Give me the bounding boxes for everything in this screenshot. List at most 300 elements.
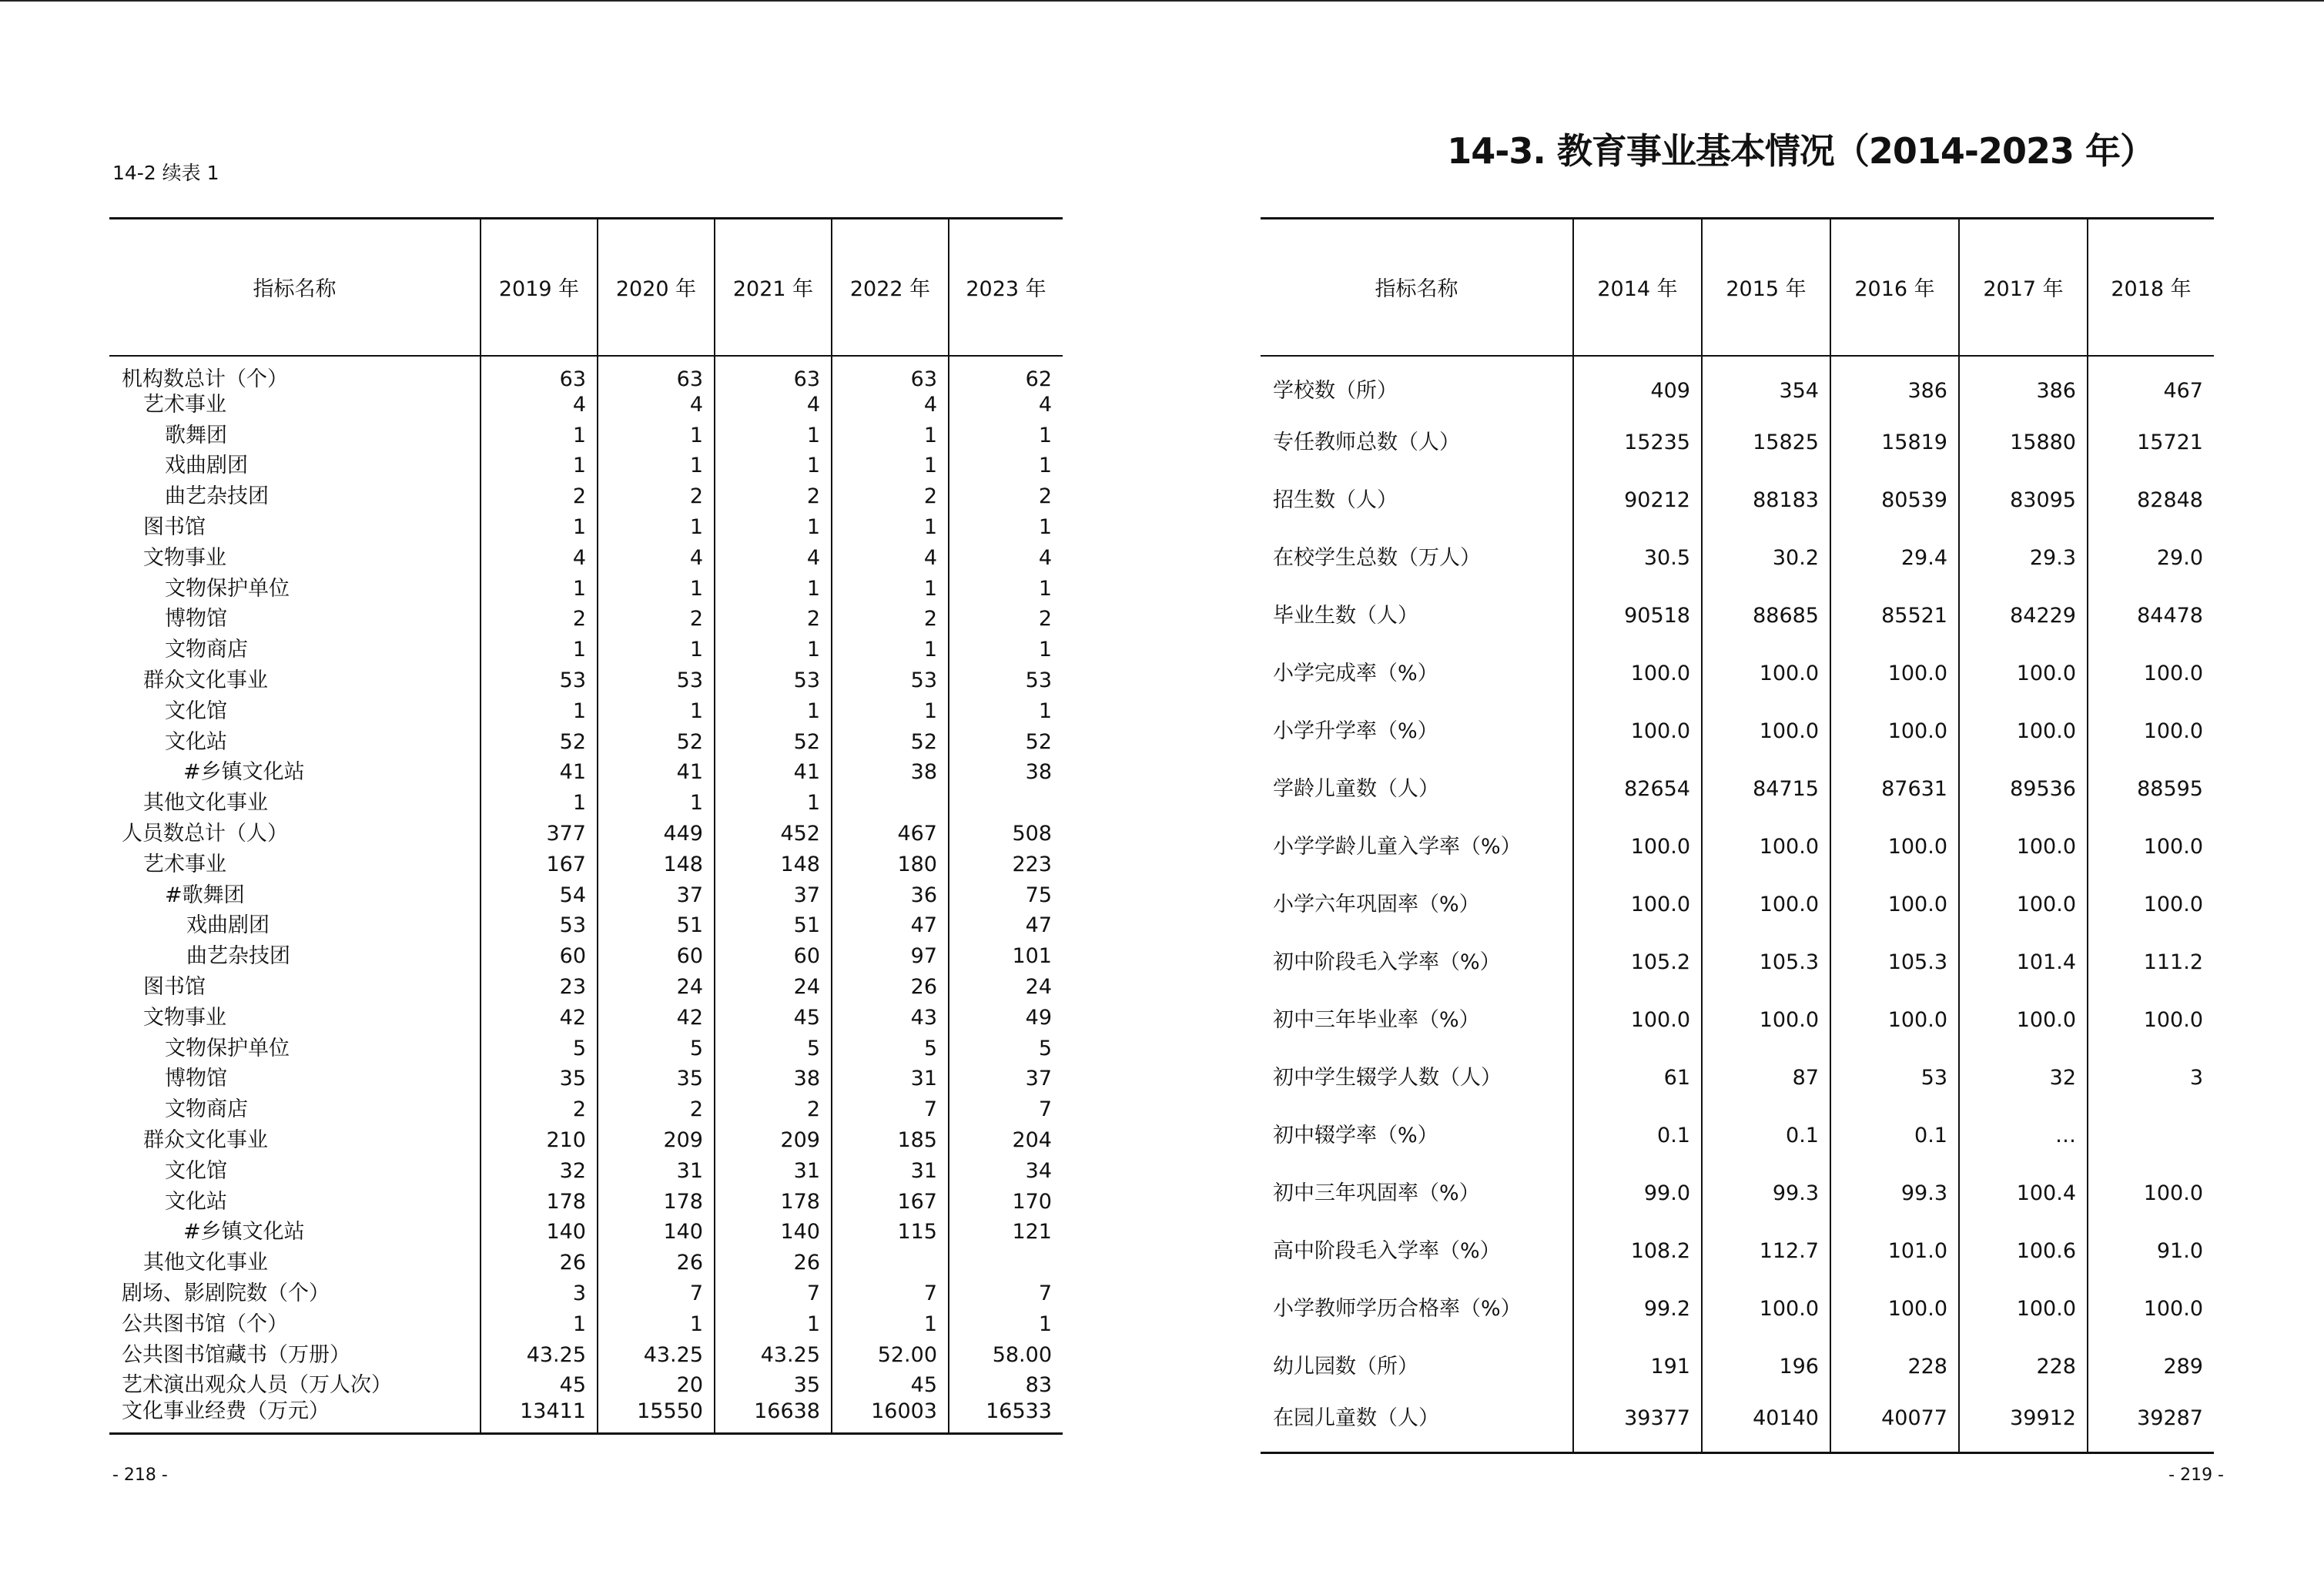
row-value-cell: 31 — [832, 1155, 949, 1186]
row-indicator-name: 博物馆 — [165, 1067, 227, 1091]
row-value-cell: 99.2 — [1573, 1280, 1702, 1338]
row-value-cell: 4 — [598, 542, 715, 573]
row-value-cell: 39377 — [1573, 1395, 1702, 1453]
row-value-cell: 100.0 — [1830, 818, 1959, 876]
table-row — [109, 1064, 1063, 1094]
table-row — [1261, 876, 2214, 933]
row-value-cell: 13411 — [481, 1401, 598, 1434]
right-page — [1162, 0, 2324, 1588]
table-row — [109, 1217, 1063, 1248]
row-value-cell: 63 — [598, 356, 715, 390]
row-value-cell: 100.0 — [2088, 991, 2214, 1049]
table-row — [1261, 356, 2214, 414]
row-value-cell: 209 — [715, 1125, 832, 1156]
row-value-cell: 31 — [598, 1155, 715, 1186]
row-value-cell: 209 — [598, 1125, 715, 1156]
row-indicator-name: 初中三年巩固率（%） — [1273, 1181, 1480, 1205]
page-number: - 218 - — [112, 1466, 168, 1485]
row-value-cell: 15825 — [1702, 414, 1830, 471]
row-value-cell: 85521 — [1830, 587, 1959, 645]
row-value-cell: 38 — [715, 1064, 832, 1094]
row-indicator-name: 艺术事业 — [143, 392, 226, 417]
row-value-cell: 100.0 — [1830, 991, 1959, 1049]
row-indicator-name: 小学学龄儿童入学率（%） — [1273, 834, 1522, 859]
row-value-cell: 53 — [481, 910, 598, 941]
row-value-cell: 0.1 — [1702, 1107, 1830, 1164]
row-value-cell: 1 — [715, 573, 832, 604]
row-value-cell: 1 — [481, 788, 598, 819]
row-value-cell: 121 — [949, 1217, 1063, 1248]
row-value-cell: 2 — [832, 604, 949, 635]
row-value-cell: 1 — [832, 573, 949, 604]
row-indicator-name: 图书馆 — [143, 515, 206, 540]
header-indicator-name: 指标名称 — [1261, 219, 1573, 356]
table-row — [109, 972, 1063, 1003]
row-indicator-name: 学龄儿童数（人） — [1273, 776, 1439, 801]
row-value-cell: 100.0 — [1959, 702, 2088, 760]
row-value-cell: 45 — [715, 1002, 832, 1033]
row-value-cell: 100.0 — [2088, 818, 2214, 876]
page-number: - 219 - — [2168, 1466, 2224, 1485]
row-indicator-name: 文化馆 — [165, 699, 227, 723]
row-value-cell: 45 — [481, 1370, 598, 1401]
table-body — [109, 356, 1063, 1434]
row-value-cell: 1 — [598, 451, 715, 481]
row-indicator-name: 机构数总计（个） — [122, 367, 288, 391]
row-indicator-name: 博物馆 — [165, 607, 227, 632]
row-value-cell: 16638 — [715, 1401, 832, 1434]
row-value-cell: 449 — [598, 819, 715, 849]
row-value-cell: 1 — [715, 788, 832, 819]
table-row — [1261, 1222, 2214, 1280]
row-value-cell: 84715 — [1702, 760, 1830, 818]
row-value-cell: 1 — [598, 635, 715, 665]
row-value-cell: 100.0 — [1702, 991, 1830, 1049]
table-row — [109, 726, 1063, 757]
header-year: 2020 年 — [598, 219, 715, 356]
row-value-cell: 1 — [598, 420, 715, 451]
row-value-cell: 29.0 — [2088, 529, 2214, 587]
row-value-cell: 53 — [481, 665, 598, 696]
row-indicator-name: 剧场、影剧院数（个） — [122, 1281, 330, 1305]
row-value-cell: 29.3 — [1959, 529, 2088, 587]
row-value-cell: 1 — [832, 1308, 949, 1339]
row-value-cell: 52 — [949, 726, 1063, 757]
row-value-cell: 100.0 — [1573, 818, 1702, 876]
row-value-cell: 100.0 — [1702, 702, 1830, 760]
row-value-cell: 4 — [832, 390, 949, 420]
row-value-cell: 88685 — [1702, 587, 1830, 645]
row-indicator-name: 戏曲剧团 — [165, 454, 248, 478]
header-year: 2019 年 — [481, 219, 598, 356]
row-value-cell: 100.0 — [2088, 702, 2214, 760]
row-value-cell: 2 — [598, 604, 715, 635]
row-value-cell: 97 — [832, 941, 949, 972]
row-value-cell: 4 — [949, 390, 1063, 420]
table-row — [109, 1155, 1063, 1186]
row-value-cell: 41 — [481, 757, 598, 788]
row-value-cell: 16003 — [832, 1401, 949, 1434]
table-row — [1261, 991, 2214, 1049]
row-value-cell: 1 — [481, 451, 598, 481]
row-indicator-name: 小学教师学历合格率（%） — [1273, 1296, 1522, 1321]
row-indicator-name: 群众文化事业 — [143, 668, 268, 693]
row-value-cell: 1 — [949, 695, 1063, 726]
row-value-cell: 2 — [715, 1094, 832, 1125]
table-row — [1261, 702, 2214, 760]
row-value-cell: 36 — [832, 879, 949, 910]
table-row — [109, 910, 1063, 941]
header-year: 2015 年 — [1702, 219, 1830, 356]
table-row — [109, 1248, 1063, 1278]
row-value-cell: 1 — [832, 635, 949, 665]
row-value-cell: 83095 — [1959, 471, 2088, 529]
row-value-cell: 37 — [598, 879, 715, 910]
row-value-cell: 99.3 — [1830, 1164, 1959, 1222]
row-value-cell: 40077 — [1830, 1395, 1959, 1453]
row-value-cell: 1 — [949, 1308, 1063, 1339]
table-row — [109, 356, 1063, 390]
table-row — [1261, 1395, 2214, 1453]
row-value-cell: 4 — [715, 390, 832, 420]
row-value-cell: 1 — [481, 512, 598, 543]
row-indicator-name: 群众文化事业 — [143, 1128, 268, 1153]
row-indicator-name: 人员数总计（人） — [122, 822, 288, 846]
row-value-cell: 228 — [1830, 1338, 1959, 1395]
row-value-cell: 26 — [598, 1248, 715, 1278]
row-value-cell: 52 — [832, 726, 949, 757]
row-value-cell: 100.0 — [1830, 1280, 1959, 1338]
row-value-cell: 41 — [715, 757, 832, 788]
row-value-cell: 88595 — [2088, 760, 2214, 818]
row-value-cell: 100.0 — [1702, 876, 1830, 933]
row-value-cell: 47 — [832, 910, 949, 941]
row-value-cell: 84478 — [2088, 587, 2214, 645]
row-value-cell: 52.00 — [832, 1339, 949, 1370]
row-value-cell: 167 — [832, 1186, 949, 1217]
row-value-cell: 115 — [832, 1217, 949, 1248]
row-indicator-name: 文物事业 — [143, 545, 226, 570]
row-value-cell: 100.6 — [1959, 1222, 2088, 1280]
row-indicator-name: 其他文化事业 — [143, 1251, 268, 1275]
row-value-cell: 35 — [481, 1064, 598, 1094]
row-value-cell: 100.0 — [1830, 702, 1959, 760]
row-value-cell: 100.0 — [1702, 818, 1830, 876]
row-value-cell: 148 — [715, 849, 832, 879]
row-value-cell: 1 — [949, 573, 1063, 604]
row-value-cell: 170 — [949, 1186, 1063, 1217]
row-indicator-name: 曲艺杂技团 — [186, 944, 290, 969]
row-value-cell: 82654 — [1573, 760, 1702, 818]
row-value-cell: 4 — [481, 390, 598, 420]
row-value-cell: 100.0 — [1702, 645, 1830, 702]
row-value-cell: 47 — [949, 910, 1063, 941]
row-value-cell: 100.0 — [1959, 818, 2088, 876]
row-value-cell: 63 — [832, 356, 949, 390]
row-value-cell: 40140 — [1702, 1395, 1830, 1453]
row-value-cell: 58.00 — [949, 1339, 1063, 1370]
row-value-cell: 53 — [949, 665, 1063, 696]
table-row — [109, 481, 1063, 512]
row-indicator-name: #乡镇文化站 — [183, 1220, 305, 1245]
table-row — [109, 1339, 1063, 1370]
row-value-cell: 38 — [949, 757, 1063, 788]
row-value-cell: 60 — [481, 941, 598, 972]
row-value-cell: 1 — [949, 451, 1063, 481]
row-value-cell: 15880 — [1959, 414, 2088, 471]
row-value-cell: 140 — [598, 1217, 715, 1248]
row-value-cell: 5 — [481, 1033, 598, 1064]
row-value-cell — [832, 1248, 949, 1278]
row-value-cell: 89536 — [1959, 760, 2088, 818]
row-value-cell: 32 — [481, 1155, 598, 1186]
table-row — [1261, 1338, 2214, 1395]
header-year: 2016 年 — [1830, 219, 1959, 356]
row-value-cell: 1 — [715, 635, 832, 665]
table-row — [1261, 1164, 2214, 1222]
row-value-cell: 49 — [949, 1002, 1063, 1033]
row-value-cell: 289 — [2088, 1338, 2214, 1395]
row-indicator-name: 歌舞团 — [165, 423, 227, 447]
table-row — [109, 573, 1063, 604]
row-indicator-name: 文化馆 — [165, 1158, 227, 1183]
row-value-cell: 43.25 — [715, 1339, 832, 1370]
row-indicator-name: 小学完成率（%） — [1273, 661, 1438, 685]
row-value-cell: 26 — [832, 972, 949, 1003]
row-value-cell: 196 — [1702, 1338, 1830, 1395]
row-value-cell: 7 — [832, 1094, 949, 1125]
row-value-cell: 15235 — [1573, 414, 1702, 471]
table-row — [109, 390, 1063, 420]
row-value-cell: 467 — [832, 819, 949, 849]
row-value-cell: 1 — [481, 420, 598, 451]
row-value-cell: 100.0 — [2088, 1280, 2214, 1338]
table-header-row — [109, 219, 1063, 356]
row-value-cell: 140 — [481, 1217, 598, 1248]
row-value-cell: 0.1 — [1830, 1107, 1959, 1164]
row-indicator-name: 文物商店 — [165, 1097, 248, 1122]
row-indicator-name: 其他文化事业 — [143, 791, 268, 816]
row-value-cell: 15721 — [2088, 414, 2214, 471]
row-value-cell: 15550 — [598, 1401, 715, 1434]
row-value-cell: 377 — [481, 819, 598, 849]
row-indicator-name: 初中阶段毛入学率（%） — [1273, 950, 1501, 974]
header-year: 2023 年 — [949, 219, 1063, 356]
row-value-cell: 105.3 — [1830, 933, 1959, 991]
row-indicator-name: 文物保护单位 — [165, 576, 290, 601]
table-row — [109, 1308, 1063, 1339]
row-value-cell: 54 — [481, 879, 598, 910]
row-value-cell: 15819 — [1830, 414, 1959, 471]
row-value-cell: 467 — [2088, 356, 2214, 414]
table-continuation-label: 14-2 续表 1 — [112, 162, 219, 184]
row-value-cell: 2 — [715, 481, 832, 512]
header-year: 2022 年 — [832, 219, 949, 356]
row-value-cell — [949, 788, 1063, 819]
row-value-cell: 43 — [832, 1002, 949, 1033]
row-indicator-name: 图书馆 — [143, 975, 206, 1000]
row-indicator-name: 艺术演出观众人员（万人次） — [122, 1373, 392, 1398]
table-row — [109, 819, 1063, 849]
row-value-cell: 100.0 — [1959, 876, 2088, 933]
row-value-cell: 100.0 — [2088, 1164, 2214, 1222]
row-indicator-name: 高中阶段毛入学率（%） — [1273, 1238, 1501, 1263]
row-value-cell: 386 — [1830, 356, 1959, 414]
row-value-cell: 178 — [715, 1186, 832, 1217]
row-value-cell: 1 — [715, 512, 832, 543]
row-value-cell: 1 — [949, 635, 1063, 665]
header-year: 2014 年 — [1573, 219, 1702, 356]
row-value-cell — [2088, 1107, 2214, 1164]
row-value-cell: 191 — [1573, 1338, 1702, 1395]
row-value-cell: 1 — [715, 420, 832, 451]
row-indicator-name: 初中辍学率（%） — [1273, 1123, 1438, 1147]
row-value-cell: 52 — [715, 726, 832, 757]
row-value-cell: 2 — [598, 481, 715, 512]
row-value-cell: 223 — [949, 849, 1063, 879]
row-value-cell: 1 — [949, 512, 1063, 543]
row-value-cell: 31 — [832, 1064, 949, 1094]
row-value-cell: 1 — [715, 695, 832, 726]
table-header-row — [1261, 219, 2214, 356]
table-row — [109, 1401, 1063, 1434]
row-value-cell: 24 — [949, 972, 1063, 1003]
table-row — [1261, 471, 2214, 529]
row-value-cell: 108.2 — [1573, 1222, 1702, 1280]
header-indicator-name: 指标名称 — [109, 219, 481, 356]
row-value-cell: 26 — [481, 1248, 598, 1278]
row-value-cell: 7 — [949, 1278, 1063, 1309]
culture-statistics-table — [109, 217, 1063, 1435]
header-year: 2017 年 — [1959, 219, 2088, 356]
row-value-cell: 3 — [481, 1278, 598, 1309]
row-value-cell: 7 — [715, 1278, 832, 1309]
row-value-cell: 90518 — [1573, 587, 1702, 645]
row-value-cell: 5 — [715, 1033, 832, 1064]
row-value-cell: 204 — [949, 1125, 1063, 1156]
row-value-cell: 2 — [481, 604, 598, 635]
row-value-cell: 180 — [832, 849, 949, 879]
row-value-cell: 43.25 — [481, 1339, 598, 1370]
row-value-cell: 100.0 — [1573, 645, 1702, 702]
row-value-cell: 167 — [481, 849, 598, 879]
row-value-cell: 88183 — [1702, 471, 1830, 529]
row-value-cell: 26 — [715, 1248, 832, 1278]
row-value-cell: 62 — [949, 356, 1063, 390]
table-row — [1261, 1107, 2214, 1164]
row-value-cell: 30.2 — [1702, 529, 1830, 587]
row-value-cell: 37 — [715, 879, 832, 910]
row-value-cell: 100.0 — [1830, 645, 1959, 702]
row-value-cell: 2 — [949, 481, 1063, 512]
row-value-cell: 100.0 — [1573, 876, 1702, 933]
row-value-cell: 1 — [481, 573, 598, 604]
row-indicator-name: 文物保护单位 — [165, 1036, 290, 1060]
row-indicator-name: 招生数（人） — [1273, 487, 1398, 512]
table-row — [109, 788, 1063, 819]
row-indicator-name: 在校学生总数（万人） — [1273, 545, 1481, 570]
row-value-cell: 99.3 — [1702, 1164, 1830, 1222]
row-indicator-name: 艺术事业 — [143, 852, 226, 876]
row-value-cell: 386 — [1959, 356, 2088, 414]
row-value-cell: 1 — [832, 451, 949, 481]
row-value-cell: 99.0 — [1573, 1164, 1702, 1222]
row-value-cell: 4 — [832, 542, 949, 573]
table-row — [109, 512, 1063, 543]
row-value-cell: 4 — [598, 390, 715, 420]
header-year: 2021 年 — [715, 219, 832, 356]
row-value-cell: 1 — [598, 788, 715, 819]
row-value-cell: 43.25 — [598, 1339, 715, 1370]
table-row — [109, 635, 1063, 665]
row-value-cell: 1 — [832, 695, 949, 726]
row-value-cell: 24 — [715, 972, 832, 1003]
row-value-cell: 60 — [598, 941, 715, 972]
row-indicator-name: 文化站 — [165, 729, 227, 754]
row-indicator-name: 初中学生辍学人数（人） — [1273, 1065, 1502, 1090]
row-value-cell: 7 — [832, 1278, 949, 1309]
row-value-cell: 52 — [481, 726, 598, 757]
row-indicator-name: #乡镇文化站 — [183, 760, 305, 785]
row-indicator-name: 文化站 — [165, 1189, 227, 1214]
row-value-cell: 2 — [715, 604, 832, 635]
row-value-cell: 1 — [949, 420, 1063, 451]
row-value-cell: 16533 — [949, 1401, 1063, 1434]
row-value-cell: 84229 — [1959, 587, 2088, 645]
row-value-cell: 51 — [715, 910, 832, 941]
row-value-cell: 1 — [598, 512, 715, 543]
row-value-cell: 63 — [715, 356, 832, 390]
row-value-cell: 2 — [949, 604, 1063, 635]
row-indicator-name: 文化事业经费（万元） — [109, 1401, 481, 1434]
row-value-cell: 140 — [715, 1217, 832, 1248]
row-value-cell: … — [1959, 1107, 2088, 1164]
table-row — [109, 420, 1063, 451]
row-indicator-name: 专任教师总数（人） — [1273, 430, 1460, 454]
table-row — [109, 665, 1063, 696]
page-title: 14-3. 教育事业基本情况（2014-2023 年） — [1447, 130, 2155, 172]
table-row — [109, 1125, 1063, 1156]
row-value-cell: 39287 — [2088, 1395, 2214, 1453]
row-value-cell: 100.0 — [1702, 1280, 1830, 1338]
table-row — [109, 1278, 1063, 1309]
row-value-cell: 32 — [1959, 1049, 2088, 1107]
table-row — [109, 757, 1063, 788]
row-value-cell: 100.0 — [1573, 991, 1702, 1049]
row-indicator-name: 毕业生数（人） — [1273, 603, 1418, 628]
row-indicator-name: 戏曲剧团 — [186, 913, 270, 938]
table-body — [1261, 356, 2214, 1453]
row-indicator-name: 幼儿园数（所） — [1273, 1354, 1418, 1379]
row-value-cell: 3 — [2088, 1049, 2214, 1107]
table-row — [1261, 414, 2214, 471]
row-value-cell: 100.4 — [1959, 1164, 2088, 1222]
row-value-cell: 2 — [598, 1094, 715, 1125]
row-value-cell: 75 — [949, 879, 1063, 910]
row-value-cell: 52 — [598, 726, 715, 757]
row-value-cell: 100.0 — [1959, 991, 2088, 1049]
row-value-cell: 100.0 — [1830, 876, 1959, 933]
row-value-cell: 63 — [481, 356, 598, 390]
row-value-cell: 53 — [1830, 1049, 1959, 1107]
row-value-cell: 91.0 — [2088, 1222, 2214, 1280]
row-value-cell: 178 — [598, 1186, 715, 1217]
row-value-cell: 83 — [949, 1370, 1063, 1401]
table-row — [109, 1370, 1063, 1401]
header-year: 2018 年 — [2088, 219, 2214, 356]
row-value-cell: 87 — [1702, 1049, 1830, 1107]
table-row — [1261, 1049, 2214, 1107]
